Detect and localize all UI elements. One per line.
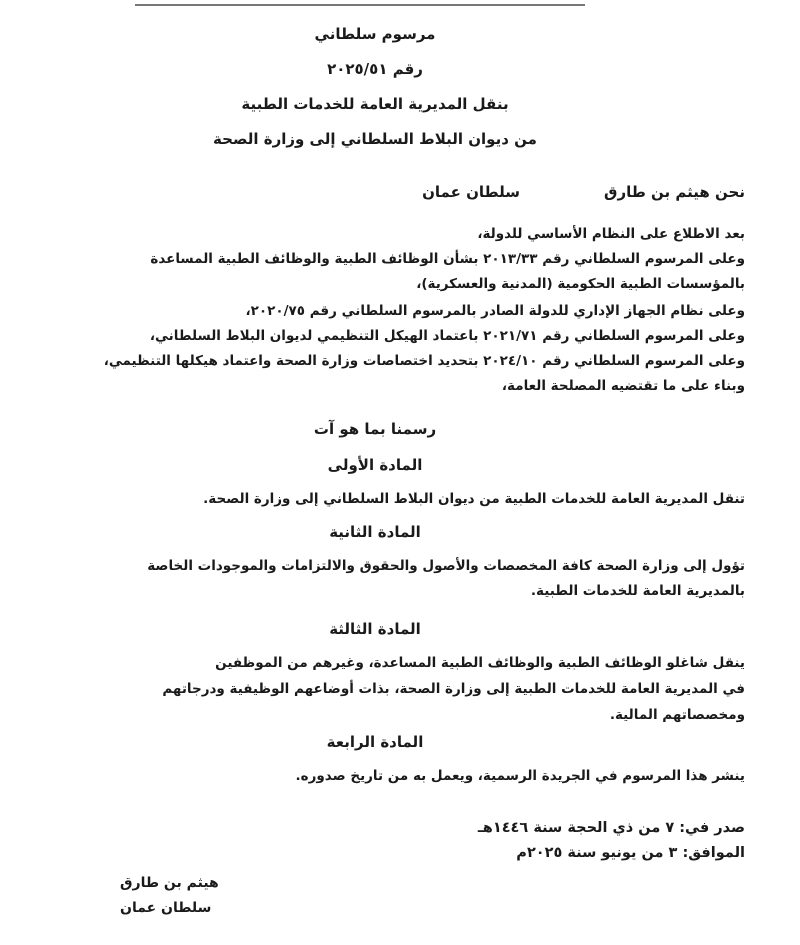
decree-intro: رسمنا بما هو آت [313, 420, 437, 438]
article-2-heading: المادة الثانية [329, 523, 421, 541]
decree-subject-1: بنقل المديرية العامة للخدمات الطبية [241, 95, 509, 113]
preamble-line: بالمؤسسات الطبية الحكومية (المدنية والعسكرية)، [416, 276, 745, 292]
issuer-name: نحن هيثم بن طارق [604, 183, 745, 201]
issued-date: صدر في: ٧ من ذي الحجة سنة ١٤٤٦هـ [477, 820, 745, 836]
article-3-text: في المديرية العامة للخدمات الطبية إلى وزارة الصحة، بذات أوضاعهم الوظيفية ودرجاتهم [162, 681, 745, 697]
decree-subject-2: من ديوان البلاط السلطاني إلى وزارة الصحة [213, 130, 537, 148]
decree-number: رقم ٢٠٢٥/٥١ [327, 60, 423, 78]
preamble-line: وعلى المرسوم السلطاني رقم ٢٠٢١/٧١ باعتماد الهيكل التنظيمي لديوان البلاط السلطاني، [149, 328, 745, 344]
preamble-line: وعلى المرسوم السلطاني رقم ٢٠١٣/٣٣ بشأن الوظائف الطبية والوظائف الطبية المساعدة [150, 251, 745, 267]
top-rule [135, 4, 585, 6]
article-3-text: ومخصصاتهم المالية. [609, 707, 745, 723]
preamble-line: بعد الاطلاع على النظام الأساسي للدولة، [477, 226, 745, 242]
preamble-line: وعلى نظام الجهاز الإداري للدولة الصادر بالمرسوم السلطاني رقم ٢٠٢٠/٧٥، [245, 303, 745, 319]
article-2-text: تؤول إلى وزارة الصحة كافة المخصصات والأصول والحقوق والالتزامات والموجودات الخاصة [147, 558, 745, 574]
article-3-heading: المادة الثالثة [329, 620, 421, 638]
article-1-text: تنقل المديرية العامة للخدمات الطبية من ديوان البلاط السلطاني إلى وزارة الصحة. [203, 491, 745, 507]
article-4-text: ينشر هذا المرسوم في الجريدة الرسمية، ويعمل به من تاريخ صدوره. [295, 768, 745, 784]
signature-title: سلطان عمان [120, 900, 212, 916]
preamble-line: وبناء على ما تقتضيه المصلحة العامة، [501, 378, 745, 394]
article-4-heading: المادة الرابعة [326, 733, 424, 751]
preamble-line: وعلى المرسوم السلطاني رقم ٢٠٢٤/١٠ بتحديد اختصاصات وزارة الصحة واعتماد هيكلها التنظيمي، [103, 353, 745, 369]
article-1-heading: المادة الأولى [327, 456, 423, 474]
signature-name: هيثم بن طارق [120, 875, 219, 891]
article-3-text: ينقل شاغلو الوظائف الطبية والوظائف الطبية المساعدة، وغيرهم من الموظفين [215, 655, 745, 671]
corresponding-date: الموافق: ٣ من يونيو سنة ٢٠٢٥م [516, 845, 745, 861]
issuer-title: سلطان عمان [422, 183, 520, 201]
decree-title: مرسوم سلطاني [314, 25, 436, 43]
article-2-text: بالمديرية العامة للخدمات الطبية. [530, 583, 745, 599]
